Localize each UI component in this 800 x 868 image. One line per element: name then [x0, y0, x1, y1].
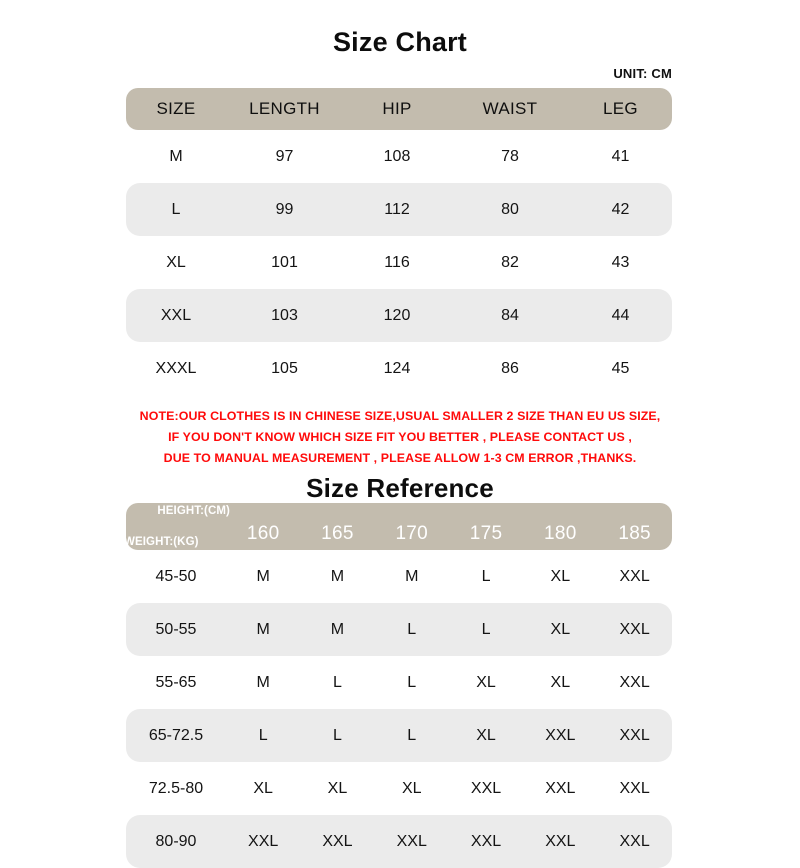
- cell-size: XXXL: [155, 359, 197, 377]
- column-header-height-160: 160: [246, 522, 280, 544]
- cell-size: XXL: [470, 832, 502, 850]
- note-line: IF YOU DON'T KNOW WHICH SIZE FIT YOU BETTER , PLEASE CONTACT US ,: [168, 430, 632, 444]
- cell-length: 103: [271, 306, 298, 324]
- table-row: [126, 603, 672, 656]
- cell-hip: 124: [383, 359, 411, 377]
- cell-weight-range: 72.5-80: [148, 779, 204, 797]
- cell-size: L: [481, 620, 491, 638]
- cell-size: M: [169, 147, 183, 165]
- size-chart-table: [126, 88, 672, 395]
- cell-size: XL: [327, 779, 348, 797]
- cell-size: XL: [476, 673, 496, 691]
- table-row: [126, 709, 672, 762]
- cell-size: M: [405, 567, 419, 585]
- cell-waist: 78: [501, 147, 519, 165]
- table-row: [126, 815, 672, 868]
- weight-axis-label: WEIGHT:(KG): [124, 536, 199, 548]
- cell-size: XXL: [619, 779, 650, 797]
- cell-size: L: [332, 673, 342, 691]
- cell-waist: 84: [501, 306, 519, 324]
- table-row: [126, 289, 672, 342]
- cell-size: XXL: [470, 779, 502, 797]
- column-header-waist: WAIST: [482, 99, 538, 118]
- column-header-size: SIZE: [156, 99, 196, 118]
- cell-hip: 116: [384, 253, 410, 271]
- cell-leg: 44: [611, 306, 630, 324]
- cell-size: L: [407, 620, 417, 638]
- cell-size: M: [330, 620, 345, 638]
- cell-size: XL: [253, 779, 273, 797]
- cell-waist: 82: [501, 253, 519, 271]
- cell-size: XXL: [619, 567, 650, 585]
- cell-size: XL: [476, 726, 496, 744]
- cell-size: M: [256, 620, 270, 638]
- cell-size: XL: [166, 253, 186, 271]
- axis-corner-cell: [124, 503, 230, 550]
- table-row: [126, 130, 672, 183]
- cell-size: XXL: [619, 726, 650, 744]
- table-row: [126, 183, 672, 236]
- column-header-length: LENGTH: [249, 99, 320, 118]
- cell-length: 99: [275, 200, 294, 218]
- cell-size: XXL: [619, 832, 650, 850]
- cell-hip: 120: [383, 306, 411, 324]
- cell-leg: 43: [611, 253, 630, 271]
- cell-leg: 41: [611, 147, 630, 165]
- cell-size: XL: [401, 779, 422, 797]
- column-header-height-165: 165: [321, 522, 354, 544]
- cell-size: XL: [550, 620, 571, 638]
- size-reference-table: [126, 503, 672, 868]
- size-reference-title: Size Reference: [306, 473, 494, 503]
- table-row: [126, 550, 672, 603]
- cell-size: XL: [550, 567, 571, 585]
- table-row: [126, 656, 672, 709]
- column-header-leg: LEG: [603, 99, 638, 118]
- cell-hip: 112: [384, 200, 410, 218]
- column-header-height-185: 185: [618, 522, 651, 544]
- column-header-hip: HIP: [382, 99, 412, 118]
- cell-size: XXL: [322, 832, 353, 850]
- column-header-height-175: 175: [469, 522, 503, 544]
- cell-leg: 45: [611, 359, 630, 377]
- table-row: [126, 236, 672, 289]
- cell-waist: 80: [501, 200, 519, 218]
- note-line: NOTE:OUR CLOTHES IS IN CHINESE SIZE,USUAL SMALLER 2 SIZE THAN EU US SIZE,: [139, 409, 661, 423]
- cell-size: XXL: [545, 832, 576, 850]
- cell-size: XXL: [160, 306, 192, 324]
- size-reference-header-row: [126, 503, 672, 550]
- cell-size: XL: [550, 673, 571, 691]
- cell-weight-range: 45-50: [155, 567, 197, 585]
- cell-size: XXL: [248, 832, 279, 850]
- cell-waist: 86: [501, 359, 519, 377]
- cell-size: M: [256, 673, 270, 691]
- cell-size: L: [481, 567, 491, 585]
- table-row: [126, 342, 672, 395]
- cell-size: XXL: [545, 726, 576, 744]
- cell-size: XXL: [545, 779, 576, 797]
- cell-weight-range: 65-72.5: [148, 726, 204, 744]
- cell-size: M: [330, 567, 345, 585]
- cell-size: XXL: [619, 620, 650, 638]
- size-chart-header-row: [126, 88, 672, 130]
- cell-weight-range: 80-90: [155, 832, 197, 850]
- column-header-height-170: 170: [395, 522, 429, 544]
- cell-weight-range: 55-65: [155, 673, 197, 691]
- cell-length: 105: [271, 359, 298, 377]
- cell-length: 101: [271, 253, 298, 271]
- height-axis-label: HEIGHT:(CM): [157, 505, 230, 517]
- table-row: [126, 762, 672, 815]
- unit-label: UNIT: CM: [613, 66, 672, 81]
- cell-size: L: [407, 673, 417, 691]
- disclaimer-note: [0, 406, 800, 469]
- cell-size: M: [256, 567, 270, 585]
- column-header-height-180: 180: [544, 522, 577, 544]
- note-line: DUE TO MANUAL MEASUREMENT , PLEASE ALLOW 1-3 CM ERROR ,THANKS.: [163, 451, 637, 465]
- cell-size: L: [407, 726, 417, 744]
- cell-size: L: [332, 726, 342, 744]
- cell-weight-range: 50-55: [155, 620, 197, 638]
- cell-size: XXL: [619, 673, 650, 691]
- size-chart-title: Size Chart: [332, 27, 468, 57]
- cell-size: L: [171, 200, 181, 218]
- cell-hip: 108: [383, 147, 411, 165]
- cell-size: L: [258, 726, 268, 744]
- cell-size: XXL: [396, 832, 427, 850]
- cell-leg: 42: [611, 200, 630, 218]
- cell-length: 97: [275, 147, 294, 165]
